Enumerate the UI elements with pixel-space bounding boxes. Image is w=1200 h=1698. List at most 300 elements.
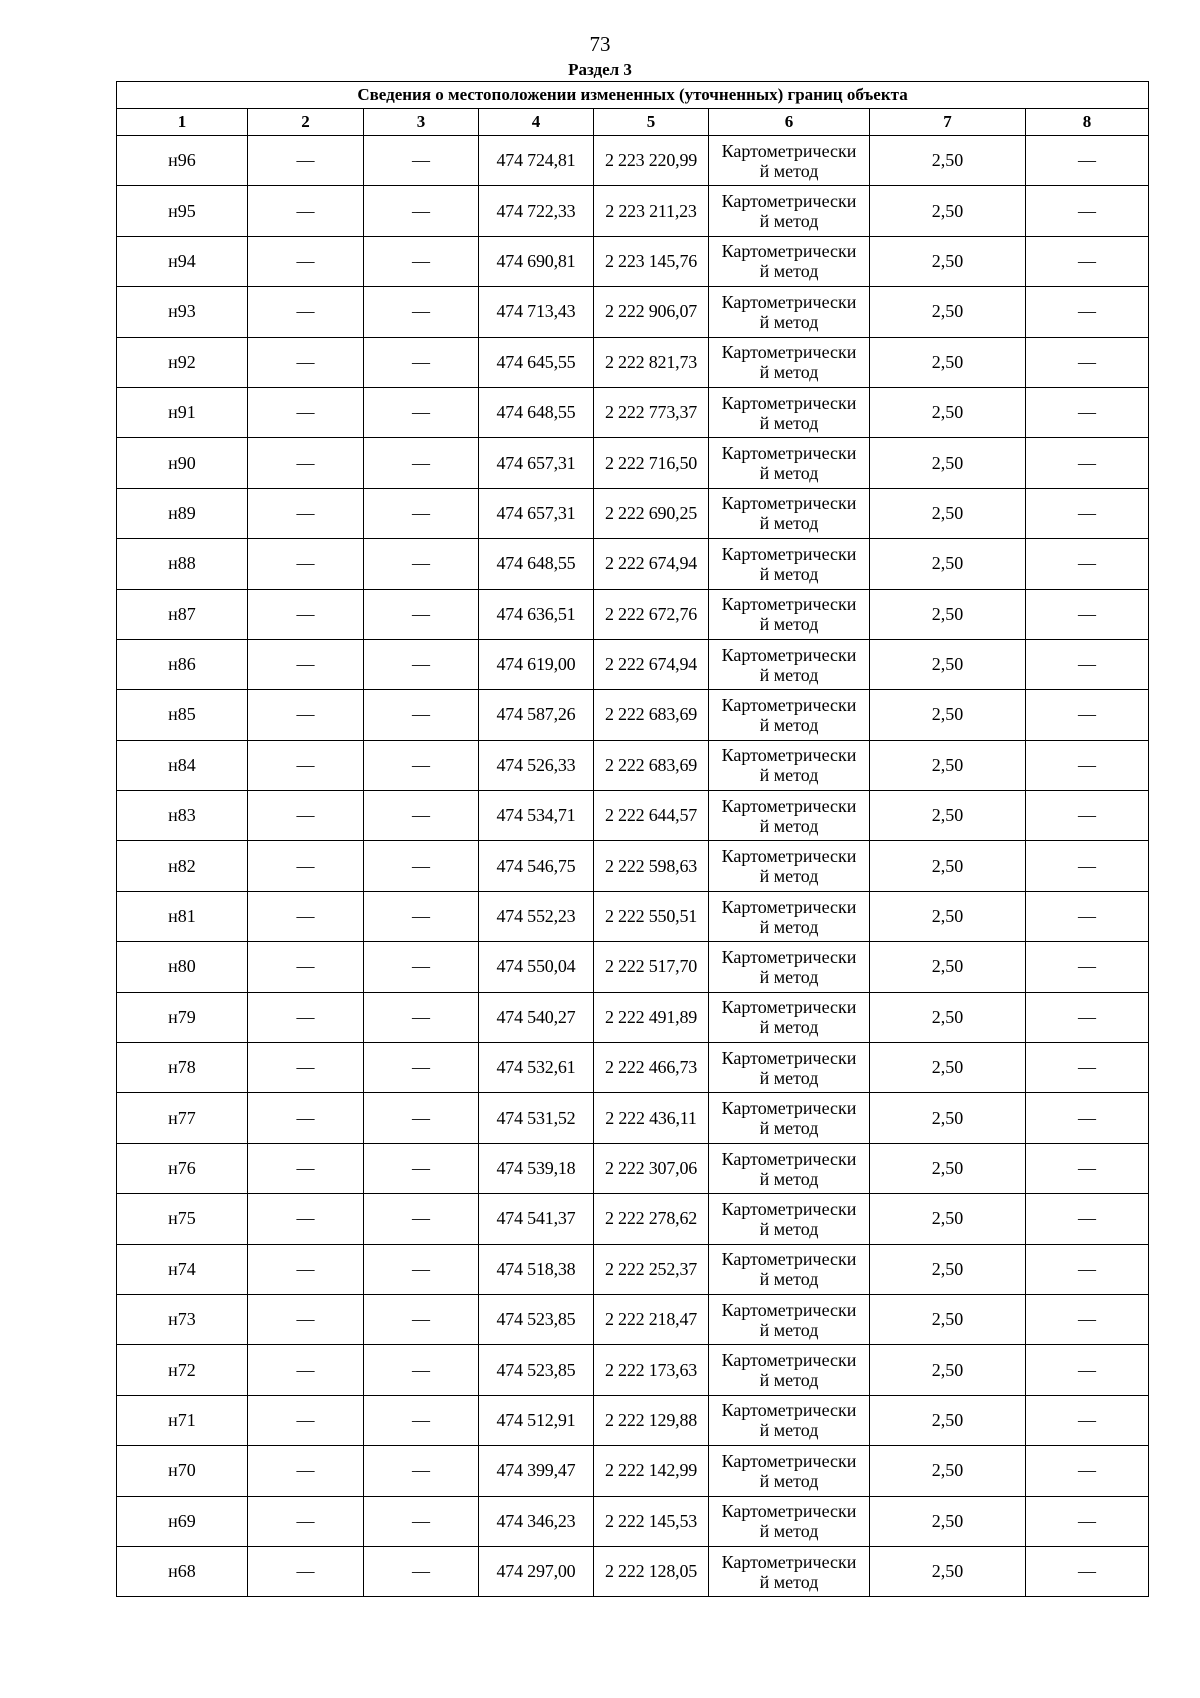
- x-coordinate-cell: 474 526,33: [479, 740, 594, 790]
- y-coordinate-cell: 2 222 218,47: [594, 1294, 709, 1344]
- point-id-cell: н84: [117, 740, 248, 790]
- column-header: 6: [709, 109, 870, 136]
- accuracy-cell: 2,50: [870, 438, 1026, 488]
- column-8-cell: —: [1026, 841, 1149, 891]
- method-cell: [709, 891, 870, 941]
- y-coordinate-cell: 2 222 436,11: [594, 1093, 709, 1143]
- column-3-cell: —: [364, 639, 479, 689]
- column-8-cell: —: [1026, 1345, 1149, 1395]
- column-8-cell: —: [1026, 1546, 1149, 1596]
- column-2-cell: —: [248, 1093, 364, 1143]
- column-2-cell: —: [248, 791, 364, 841]
- y-coordinate-cell: 2 222 773,37: [594, 387, 709, 437]
- column-2-cell: —: [248, 891, 364, 941]
- method-line-2: й метод: [759, 513, 819, 534]
- y-coordinate-cell: 2 222 690,25: [594, 488, 709, 538]
- point-id-cell: н78: [117, 1043, 248, 1093]
- method-cell: [709, 186, 870, 236]
- point-id-cell: н96: [117, 136, 248, 186]
- column-2-cell: —: [248, 589, 364, 639]
- column-8-cell: —: [1026, 1446, 1149, 1496]
- x-coordinate-cell: 474 539,18: [479, 1143, 594, 1193]
- column-2-cell: —: [248, 287, 364, 337]
- accuracy-cell: 2,50: [870, 891, 1026, 941]
- column-3-cell: —: [364, 438, 479, 488]
- table-row: [117, 1194, 1149, 1244]
- column-2-cell: —: [248, 992, 364, 1042]
- y-coordinate-cell: 2 222 278,62: [594, 1194, 709, 1244]
- column-2-cell: —: [248, 841, 364, 891]
- method-cell: [709, 791, 870, 841]
- method-line-2: й метод: [759, 362, 819, 383]
- column-2-cell: —: [248, 488, 364, 538]
- column-2-cell: —: [248, 438, 364, 488]
- column-2-cell: —: [248, 1043, 364, 1093]
- x-coordinate-cell: 474 532,61: [479, 1043, 594, 1093]
- table-row: [117, 387, 1149, 437]
- column-3-cell: —: [364, 1194, 479, 1244]
- accuracy-cell: 2,50: [870, 1093, 1026, 1143]
- column-8-cell: —: [1026, 539, 1149, 589]
- method-line-2: й метод: [759, 765, 819, 786]
- accuracy-cell: 2,50: [870, 488, 1026, 538]
- point-id-cell: н89: [117, 488, 248, 538]
- column-8-cell: —: [1026, 236, 1149, 286]
- x-coordinate-cell: 474 512,91: [479, 1395, 594, 1445]
- method-line-2: й метод: [759, 563, 819, 584]
- table-row: [117, 639, 1149, 689]
- column-2-cell: —: [248, 186, 364, 236]
- x-coordinate-cell: 474 550,04: [479, 942, 594, 992]
- section-title: Раздел 3: [568, 60, 632, 79]
- table-row: [117, 236, 1149, 286]
- column-8-cell: —: [1026, 387, 1149, 437]
- column-8-cell: —: [1026, 791, 1149, 841]
- method-line-1: Картометрически: [721, 140, 857, 161]
- column-2-cell: —: [248, 1446, 364, 1496]
- column-8-cell: —: [1026, 136, 1149, 186]
- boundary-coordinates-table: [116, 81, 1149, 1597]
- accuracy-cell: 2,50: [870, 186, 1026, 236]
- y-coordinate-cell: 2 222 142,99: [594, 1446, 709, 1496]
- method-cell: [709, 488, 870, 538]
- method-cell: [709, 1546, 870, 1596]
- table-row: [117, 1093, 1149, 1143]
- method-line-2: й метод: [759, 1470, 819, 1491]
- column-3-cell: —: [364, 992, 479, 1042]
- column-3-cell: —: [364, 287, 479, 337]
- x-coordinate-cell: 474 636,51: [479, 589, 594, 639]
- x-coordinate-cell: 474 648,55: [479, 539, 594, 589]
- y-coordinate-cell: 2 222 674,94: [594, 539, 709, 589]
- accuracy-cell: 2,50: [870, 992, 1026, 1042]
- method-cell: [709, 337, 870, 387]
- column-8-cell: —: [1026, 1043, 1149, 1093]
- table-row: [117, 1395, 1149, 1445]
- method-line-2: й метод: [759, 1521, 819, 1542]
- table-row: [117, 841, 1149, 891]
- method-line-1: Картометрически: [721, 493, 857, 514]
- y-coordinate-cell: 2 222 716,50: [594, 438, 709, 488]
- column-header: 5: [594, 109, 709, 136]
- method-cell: [709, 236, 870, 286]
- table-row: [117, 690, 1149, 740]
- method-line-2: й метод: [759, 1269, 819, 1290]
- column-2-cell: —: [248, 740, 364, 790]
- column-3-cell: —: [364, 488, 479, 538]
- accuracy-cell: 2,50: [870, 1143, 1026, 1193]
- column-8-cell: —: [1026, 1395, 1149, 1445]
- point-id-cell: н83: [117, 791, 248, 841]
- method-line-2: й метод: [759, 815, 819, 836]
- table-row: [117, 337, 1149, 387]
- table-row: [117, 992, 1149, 1042]
- method-line-2: й метод: [759, 1420, 819, 1441]
- y-coordinate-cell: 2 222 173,63: [594, 1345, 709, 1395]
- column-3-cell: —: [364, 1244, 479, 1294]
- column-2-cell: —: [248, 942, 364, 992]
- accuracy-cell: 2,50: [870, 337, 1026, 387]
- method-line-1: Картометрически: [721, 1198, 857, 1219]
- x-coordinate-cell: 474 690,81: [479, 236, 594, 286]
- column-3-cell: —: [364, 1345, 479, 1395]
- method-cell: [709, 690, 870, 740]
- table-row: [117, 1546, 1149, 1596]
- y-coordinate-cell: 2 222 491,89: [594, 992, 709, 1042]
- x-coordinate-cell: 474 648,55: [479, 387, 594, 437]
- column-8-cell: —: [1026, 1194, 1149, 1244]
- x-coordinate-cell: 474 546,75: [479, 841, 594, 891]
- table-row: [117, 1496, 1149, 1546]
- method-cell: [709, 1093, 870, 1143]
- method-line-2: й метод: [759, 1067, 819, 1088]
- x-coordinate-cell: 474 645,55: [479, 337, 594, 387]
- method-line-1: Картометрически: [721, 594, 857, 615]
- method-cell: [709, 387, 870, 437]
- x-coordinate-cell: 474 540,27: [479, 992, 594, 1042]
- column-3-cell: —: [364, 186, 479, 236]
- column-2-cell: —: [248, 337, 364, 387]
- method-cell: [709, 992, 870, 1042]
- y-coordinate-cell: 2 222 252,37: [594, 1244, 709, 1294]
- accuracy-cell: 2,50: [870, 639, 1026, 689]
- point-id-cell: н94: [117, 236, 248, 286]
- method-line-2: й метод: [759, 1571, 819, 1592]
- accuracy-cell: 2,50: [870, 589, 1026, 639]
- table-row: [117, 287, 1149, 337]
- method-line-1: Картометрически: [721, 543, 857, 564]
- column-3-cell: —: [364, 1143, 479, 1193]
- method-line-2: й метод: [759, 1370, 819, 1391]
- accuracy-cell: 2,50: [870, 740, 1026, 790]
- column-2-cell: —: [248, 539, 364, 589]
- y-coordinate-cell: 2 222 128,05: [594, 1546, 709, 1596]
- method-line-1: Картометрически: [721, 946, 857, 967]
- method-cell: [709, 639, 870, 689]
- method-line-2: й метод: [759, 714, 819, 735]
- accuracy-cell: 2,50: [870, 1294, 1026, 1344]
- method-line-1: Картометрически: [721, 694, 857, 715]
- x-coordinate-cell: 474 722,33: [479, 186, 594, 236]
- table-row: [117, 1294, 1149, 1344]
- method-line-2: й метод: [759, 160, 819, 181]
- accuracy-cell: 2,50: [870, 1546, 1026, 1596]
- accuracy-cell: 2,50: [870, 236, 1026, 286]
- column-3-cell: —: [364, 791, 479, 841]
- accuracy-cell: 2,50: [870, 1345, 1026, 1395]
- method-line-2: й метод: [759, 211, 819, 232]
- method-cell: [709, 740, 870, 790]
- method-line-2: й метод: [759, 916, 819, 937]
- method-cell: [709, 841, 870, 891]
- column-header: 2: [248, 109, 364, 136]
- table-caption-row: [117, 82, 1149, 109]
- column-8-cell: —: [1026, 438, 1149, 488]
- x-coordinate-cell: 474 531,52: [479, 1093, 594, 1143]
- method-cell: [709, 1143, 870, 1193]
- table-body: [117, 136, 1149, 1597]
- accuracy-cell: 2,50: [870, 1043, 1026, 1093]
- method-line-2: й метод: [759, 664, 819, 685]
- x-coordinate-cell: 474 657,31: [479, 438, 594, 488]
- column-8-cell: —: [1026, 1496, 1149, 1546]
- column-8-cell: —: [1026, 942, 1149, 992]
- point-id-cell: н95: [117, 186, 248, 236]
- method-line-1: Картометрически: [721, 1501, 857, 1522]
- column-8-cell: —: [1026, 639, 1149, 689]
- point-id-cell: н68: [117, 1546, 248, 1596]
- y-coordinate-cell: 2 222 598,63: [594, 841, 709, 891]
- y-coordinate-cell: 2 222 683,69: [594, 740, 709, 790]
- method-line-1: Картометрически: [721, 1299, 857, 1320]
- method-cell: [709, 287, 870, 337]
- column-2-cell: —: [248, 1294, 364, 1344]
- y-coordinate-cell: 2 222 906,07: [594, 287, 709, 337]
- column-3-cell: —: [364, 1395, 479, 1445]
- method-line-1: Картометрически: [721, 443, 857, 464]
- column-2-cell: —: [248, 236, 364, 286]
- method-cell: [709, 1496, 870, 1546]
- y-coordinate-cell: 2 223 220,99: [594, 136, 709, 186]
- column-8-cell: —: [1026, 488, 1149, 538]
- column-2-cell: —: [248, 1496, 364, 1546]
- column-3-cell: —: [364, 337, 479, 387]
- column-2-cell: —: [248, 690, 364, 740]
- method-line-2: й метод: [759, 1168, 819, 1189]
- accuracy-cell: 2,50: [870, 1496, 1026, 1546]
- y-coordinate-cell: 2 222 550,51: [594, 891, 709, 941]
- method-line-2: й метод: [759, 614, 819, 635]
- column-8-cell: —: [1026, 690, 1149, 740]
- column-2-cell: —: [248, 1143, 364, 1193]
- table-row: [117, 589, 1149, 639]
- point-id-cell: н90: [117, 438, 248, 488]
- method-cell: [709, 438, 870, 488]
- point-id-cell: н91: [117, 387, 248, 437]
- column-8-cell: —: [1026, 740, 1149, 790]
- x-coordinate-cell: 474 724,81: [479, 136, 594, 186]
- column-2-cell: —: [248, 1345, 364, 1395]
- column-3-cell: —: [364, 136, 479, 186]
- column-2-cell: —: [248, 639, 364, 689]
- column-3-cell: —: [364, 236, 479, 286]
- column-3-cell: —: [364, 690, 479, 740]
- accuracy-cell: 2,50: [870, 1194, 1026, 1244]
- method-line-1: Картометрически: [721, 795, 857, 816]
- point-id-cell: н85: [117, 690, 248, 740]
- column-8-cell: —: [1026, 186, 1149, 236]
- y-coordinate-cell: 2 222 821,73: [594, 337, 709, 387]
- method-line-2: й метод: [759, 261, 819, 282]
- x-coordinate-cell: 474 541,37: [479, 1194, 594, 1244]
- accuracy-cell: 2,50: [870, 136, 1026, 186]
- y-coordinate-cell: 2 222 145,53: [594, 1496, 709, 1546]
- column-3-cell: —: [364, 1093, 479, 1143]
- table-row: [117, 186, 1149, 236]
- method-line-1: Картометрически: [721, 1400, 857, 1421]
- column-header: 3: [364, 109, 479, 136]
- method-line-1: Картометрически: [721, 291, 857, 312]
- point-id-cell: н88: [117, 539, 248, 589]
- method-line-2: й метод: [759, 1218, 819, 1239]
- column-8-cell: —: [1026, 1143, 1149, 1193]
- method-line-2: й метод: [759, 966, 819, 987]
- table-row: [117, 136, 1149, 186]
- method-cell: [709, 1043, 870, 1093]
- column-3-cell: —: [364, 1294, 479, 1344]
- column-2-cell: —: [248, 1194, 364, 1244]
- table-row: [117, 1446, 1149, 1496]
- point-id-cell: н80: [117, 942, 248, 992]
- method-line-1: Картометрически: [721, 644, 857, 665]
- column-8-cell: —: [1026, 589, 1149, 639]
- method-cell: [709, 1345, 870, 1395]
- column-2-cell: —: [248, 1395, 364, 1445]
- x-coordinate-cell: 474 534,71: [479, 791, 594, 841]
- method-line-1: Картометрически: [721, 1047, 857, 1068]
- table-row: [117, 1143, 1149, 1193]
- point-id-cell: н92: [117, 337, 248, 387]
- column-3-cell: —: [364, 1546, 479, 1596]
- table-row: [117, 891, 1149, 941]
- method-line-1: Картометрически: [721, 241, 857, 262]
- x-coordinate-cell: 474 346,23: [479, 1496, 594, 1546]
- method-line-1: Картометрически: [721, 1551, 857, 1572]
- accuracy-cell: 2,50: [870, 690, 1026, 740]
- method-line-1: Картометрически: [721, 1350, 857, 1371]
- x-coordinate-cell: 474 552,23: [479, 891, 594, 941]
- x-coordinate-cell: 474 399,47: [479, 1446, 594, 1496]
- method-line-1: Картометрически: [721, 1450, 857, 1471]
- y-coordinate-cell: 2 222 644,57: [594, 791, 709, 841]
- accuracy-cell: 2,50: [870, 942, 1026, 992]
- column-3-cell: —: [364, 841, 479, 891]
- point-id-cell: н93: [117, 287, 248, 337]
- accuracy-cell: 2,50: [870, 1395, 1026, 1445]
- point-id-cell: н82: [117, 841, 248, 891]
- x-coordinate-cell: 474 523,85: [479, 1294, 594, 1344]
- column-8-cell: —: [1026, 287, 1149, 337]
- column-3-cell: —: [364, 942, 479, 992]
- column-8-cell: —: [1026, 1244, 1149, 1294]
- accuracy-cell: 2,50: [870, 841, 1026, 891]
- table-row: [117, 488, 1149, 538]
- y-coordinate-cell: 2 222 307,06: [594, 1143, 709, 1193]
- x-coordinate-cell: 474 713,43: [479, 287, 594, 337]
- x-coordinate-cell: 474 619,00: [479, 639, 594, 689]
- column-header: 8: [1026, 109, 1149, 136]
- x-coordinate-cell: 474 297,00: [479, 1546, 594, 1596]
- column-header: 4: [479, 109, 594, 136]
- x-coordinate-cell: 474 523,85: [479, 1345, 594, 1395]
- point-id-cell: н87: [117, 589, 248, 639]
- point-id-cell: н73: [117, 1294, 248, 1344]
- page-number: 73: [589, 32, 611, 56]
- method-line-2: й метод: [759, 412, 819, 433]
- column-3-cell: —: [364, 740, 479, 790]
- point-id-cell: н86: [117, 639, 248, 689]
- x-coordinate-cell: 474 587,26: [479, 690, 594, 740]
- method-line-1: Картометрически: [721, 896, 857, 917]
- method-line-1: Картометрически: [721, 1148, 857, 1169]
- point-id-cell: н70: [117, 1446, 248, 1496]
- table-row: [117, 740, 1149, 790]
- method-line-1: Картометрически: [721, 997, 857, 1018]
- column-8-cell: —: [1026, 1093, 1149, 1143]
- method-cell: [709, 539, 870, 589]
- accuracy-cell: 2,50: [870, 791, 1026, 841]
- method-cell: [709, 1395, 870, 1445]
- method-cell: [709, 1446, 870, 1496]
- method-cell: [709, 942, 870, 992]
- column-3-cell: —: [364, 1496, 479, 1546]
- accuracy-cell: 2,50: [870, 387, 1026, 437]
- column-header: 7: [870, 109, 1026, 136]
- method-line-1: Картометрически: [721, 392, 857, 413]
- column-8-cell: —: [1026, 1294, 1149, 1344]
- column-number-row: [117, 109, 1149, 136]
- y-coordinate-cell: 2 222 466,73: [594, 1043, 709, 1093]
- point-id-cell: н75: [117, 1194, 248, 1244]
- column-2-cell: —: [248, 1244, 364, 1294]
- method-line-1: Картометрически: [721, 342, 857, 363]
- method-line-1: Картометрически: [721, 1249, 857, 1270]
- method-line-2: й метод: [759, 866, 819, 887]
- accuracy-cell: 2,50: [870, 1244, 1026, 1294]
- column-header: 1: [117, 109, 248, 136]
- method-line-2: й метод: [759, 1319, 819, 1340]
- y-coordinate-cell: 2 223 211,23: [594, 186, 709, 236]
- table-row: [117, 1043, 1149, 1093]
- y-coordinate-cell: 2 222 683,69: [594, 690, 709, 740]
- column-3-cell: —: [364, 387, 479, 437]
- method-cell: [709, 589, 870, 639]
- y-coordinate-cell: 2 222 674,94: [594, 639, 709, 689]
- column-8-cell: —: [1026, 992, 1149, 1042]
- y-coordinate-cell: 2 222 129,88: [594, 1395, 709, 1445]
- method-cell: [709, 1194, 870, 1244]
- point-id-cell: н77: [117, 1093, 248, 1143]
- method-line-1: Картометрически: [721, 846, 857, 867]
- method-line-1: Картометрически: [721, 745, 857, 766]
- column-3-cell: —: [364, 1446, 479, 1496]
- table-row: [117, 791, 1149, 841]
- method-cell: [709, 136, 870, 186]
- accuracy-cell: 2,50: [870, 539, 1026, 589]
- column-3-cell: —: [364, 589, 479, 639]
- column-8-cell: —: [1026, 891, 1149, 941]
- y-coordinate-cell: 2 223 145,76: [594, 236, 709, 286]
